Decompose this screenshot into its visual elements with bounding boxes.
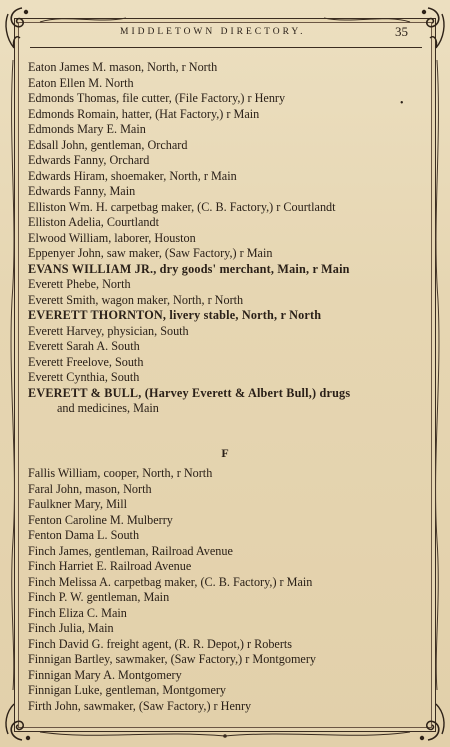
directory-entry: Fenton Caroline M. Mulberry [28,512,173,527]
directory-entry: Elliston Wm. H. carpetbag maker, (C. B. Factory,) r Courtlandt [28,199,336,214]
entries-list-e [28,60,428,417]
directory-entry: Finch P. W. gentleman, Main [28,590,170,604]
directory-entry: Faral John, mason, North [28,481,152,496]
directory-entry: Eppenyer John, saw maker, (Saw Factory,) r Main [28,246,273,260]
directory-entry: Edwards Fanny, Main [28,184,136,198]
page-number: 35 [395,24,408,39]
continuation-text: and medicines, Main [57,401,159,415]
directory-entry: Faulkner Mary, Mill [28,497,128,511]
left-vine-ornament [6,60,20,690]
directory-entry-business: EVANS WILLIAM JR., dry goods' merchant, Main, r Main [28,261,350,276]
directory-entry: Everett Sarah A. South [28,339,140,353]
directory-entry: Edmonds Mary E. Main [28,122,146,136]
directory-entry: Everett Phebe, North [28,277,131,291]
directory-entry: Edmonds Thomas, file cutter, (File Factory,) r Henry [28,91,286,105]
directory-entry: Eaton Ellen M. North [28,75,134,90]
directory-entry-continuation [28,401,428,417]
right-vine-ornament [430,60,444,690]
section-letter-heading: F [221,446,229,460]
header-rule [30,47,422,48]
directory-entry: Edmonds Romain, hatter, (Hat Factory,) r Main [28,106,260,121]
directory-entry: Finch David G. freight agent, (R. R. Depot,) r Roberts [28,636,293,651]
directory-entry: Everett Freelove, South [28,354,144,369]
directory-entry: Firth John, sawmaker, (Saw Factory,) r Henry [28,698,252,713]
page-header [0,24,450,44]
directory-entry: Fenton Dama L. South [28,528,140,542]
directory-entry: Finnigan Mary A. Montgomery [28,667,182,682]
directory-entry: Eaton James M. mason, North, r North [28,60,218,74]
directory-entry: Fallis William, cooper, North, r North [28,466,213,480]
directory-entry: Finnigan Bartley, sawmaker, (Saw Factory,) r Montgomery [28,652,316,666]
directory-entry: Finch Harriet E. Railroad Avenue [28,559,192,573]
directory-entry: Everett Cynthia, South [28,370,140,384]
directory-entry: Finch Eliza C. Main [28,605,127,620]
directory-entry: Edwards Hiram, shoemaker, North, r Main [28,168,237,183]
entries-list-f [28,466,428,714]
directory-entry-business: EVERETT & BULL, (Harvey Everett & Albert Bull,) drugs [28,385,351,400]
running-head: MIDDLETOWN DIRECTORY. [120,27,306,37]
directory-entry: Everett Harvey, physician, South [28,323,189,338]
directory-entry: Elliston Adelia, Courtlandt [28,215,160,229]
directory-entry-business: EVERETT THORNTON, livery stable, North, r North [28,308,322,322]
stray-mark: • [400,98,404,109]
directory-entry: Edsall John, gentleman, Orchard [28,137,188,152]
directory-entry: Edwards Fanny, Orchard [28,153,150,167]
directory-entry: Everett Smith, wagon maker, North, r North [28,292,244,307]
directory-entry: Finnigan Luke, gentleman, Montgomery [28,683,227,697]
directory-entry: Finch Melissa A. carpetbag maker, (C. B. Factory,) r Main [28,574,313,589]
directory-entry: Finch Julia, Main [28,621,114,635]
directory-entry: Finch James, gentleman, Railroad Avenue [28,543,233,558]
directory-entry: Elwood William, laborer, Houston [28,230,196,245]
footer-scroll-ornament [36,728,414,742]
